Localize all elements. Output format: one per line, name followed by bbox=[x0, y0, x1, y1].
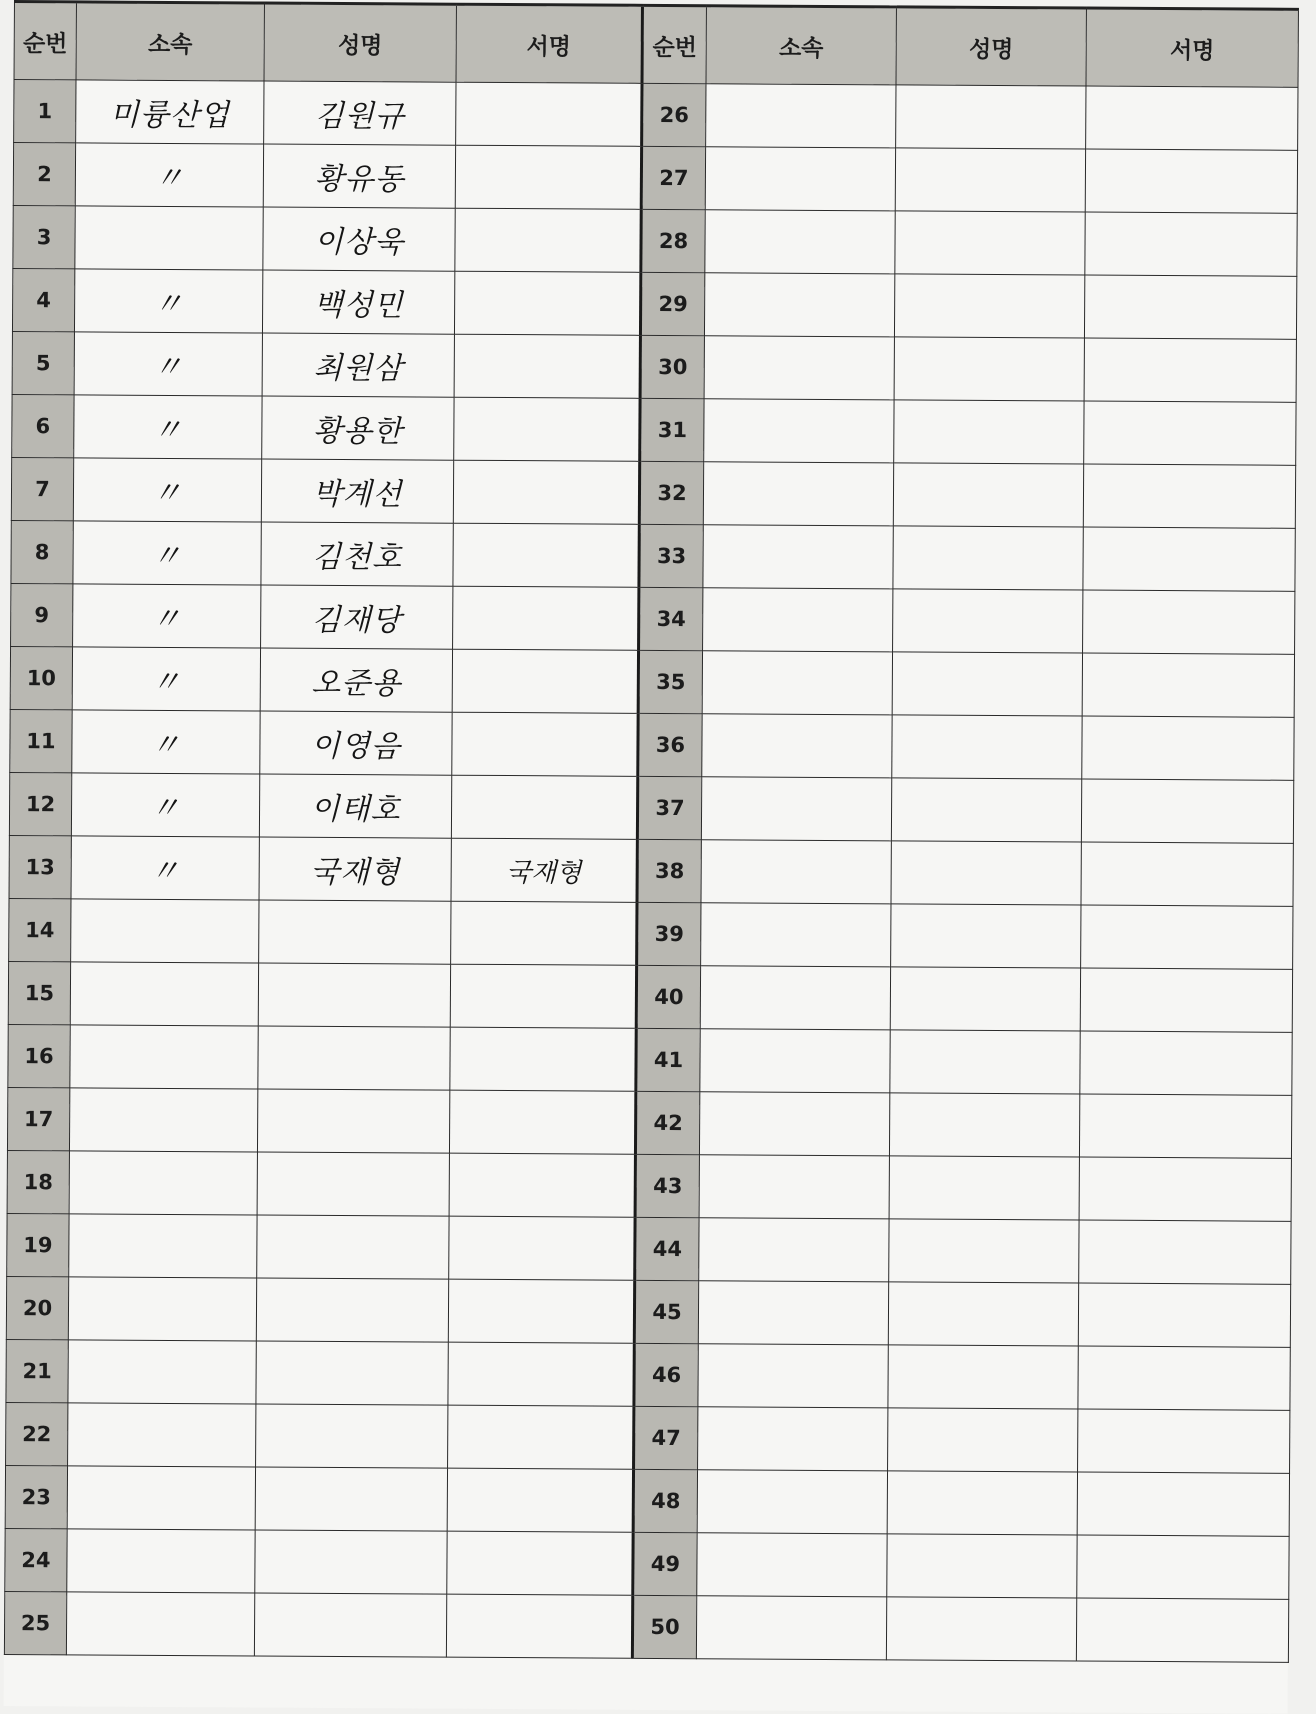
signature-cell-2 bbox=[1083, 527, 1295, 591]
name-cell: 박계선 bbox=[261, 459, 453, 523]
name-cell bbox=[257, 1089, 449, 1153]
name-cell-2 bbox=[896, 85, 1086, 149]
affiliation-cell-2 bbox=[703, 525, 893, 589]
row-number-2: 40 bbox=[636, 965, 700, 1028]
row-number-2: 34 bbox=[639, 587, 703, 650]
row-number: 1 bbox=[14, 80, 76, 143]
row-number-2: 36 bbox=[638, 713, 702, 776]
name-cell: 이상욱 bbox=[263, 207, 455, 271]
signature-cell bbox=[448, 1279, 634, 1343]
table-row bbox=[12, 331, 1296, 402]
row-number: 6 bbox=[12, 394, 74, 457]
affiliation-cell-2 bbox=[704, 336, 894, 400]
row-number: 23 bbox=[5, 1465, 67, 1528]
header-affiliation-2: 소속 bbox=[706, 6, 896, 85]
affiliation-cell-2 bbox=[705, 147, 895, 211]
name-cell: 백성민 bbox=[262, 270, 454, 334]
signature-cell-2 bbox=[1084, 338, 1296, 402]
signature-cell bbox=[456, 82, 642, 146]
row-number: 7 bbox=[11, 457, 73, 520]
row-number-2: 29 bbox=[640, 272, 704, 335]
signature-cell bbox=[447, 1531, 633, 1595]
affiliation-cell: 〃 bbox=[74, 332, 262, 396]
signature-cell bbox=[447, 1468, 633, 1532]
affiliation-cell: 〃 bbox=[72, 710, 260, 774]
name-cell-2 bbox=[888, 1345, 1078, 1409]
row-number-2: 38 bbox=[637, 839, 701, 902]
signature-cell-2 bbox=[1076, 1598, 1288, 1662]
name-cell-2 bbox=[893, 463, 1083, 527]
row-number-2: 30 bbox=[640, 335, 704, 398]
signature-cell-2 bbox=[1083, 590, 1295, 654]
signature-cell bbox=[446, 1594, 632, 1658]
name-cell bbox=[255, 1467, 447, 1531]
row-number: 2 bbox=[13, 143, 75, 206]
affiliation-cell-2 bbox=[697, 1533, 887, 1597]
row-number-2: 45 bbox=[634, 1280, 698, 1343]
signature-cell bbox=[454, 271, 640, 335]
name-cell-2 bbox=[890, 1030, 1080, 1094]
row-number-2: 46 bbox=[634, 1343, 698, 1406]
table-row bbox=[11, 457, 1295, 528]
name-cell bbox=[256, 1404, 448, 1468]
row-number: 4 bbox=[12, 268, 74, 331]
signature-cell bbox=[453, 460, 639, 524]
affiliation-cell bbox=[68, 1403, 256, 1467]
affiliation-cell-2 bbox=[699, 1155, 889, 1219]
signature-cell bbox=[451, 775, 637, 839]
affiliation-cell bbox=[70, 962, 258, 1026]
table-row bbox=[8, 961, 1292, 1032]
signature-cell bbox=[448, 1405, 634, 1469]
row-number: 3 bbox=[13, 205, 75, 268]
table-row bbox=[5, 1465, 1289, 1536]
affiliation-cell bbox=[69, 1214, 257, 1278]
row-number-2: 31 bbox=[640, 398, 704, 461]
table-row bbox=[10, 646, 1294, 717]
row-number-2: 42 bbox=[635, 1091, 699, 1154]
name-cell-2 bbox=[894, 337, 1084, 401]
name-cell: 김원규 bbox=[264, 81, 456, 145]
row-number: 16 bbox=[8, 1024, 70, 1087]
signature-cell-2 bbox=[1083, 464, 1295, 528]
name-cell bbox=[254, 1593, 446, 1657]
affiliation-cell-2 bbox=[699, 1218, 889, 1282]
name-cell: 이영음 bbox=[260, 711, 452, 775]
signature-cell-2 bbox=[1081, 779, 1293, 843]
table-row bbox=[4, 1591, 1288, 1662]
table-row bbox=[5, 1528, 1289, 1599]
row-number-2: 37 bbox=[637, 776, 701, 839]
header-row bbox=[14, 2, 1298, 88]
signature-cell-2 bbox=[1079, 1157, 1291, 1221]
name-cell bbox=[255, 1530, 447, 1594]
affiliation-cell: 〃 bbox=[72, 647, 260, 711]
signature-cell bbox=[449, 1153, 635, 1217]
name-cell-2 bbox=[888, 1408, 1078, 1472]
table-row bbox=[14, 80, 1298, 151]
signature-cell bbox=[451, 901, 637, 965]
affiliation-cell-2 bbox=[701, 777, 891, 841]
row-number-2: 26 bbox=[642, 83, 706, 146]
table-row bbox=[13, 205, 1297, 276]
table-row bbox=[9, 898, 1293, 969]
name-cell-2 bbox=[892, 715, 1082, 779]
table-row bbox=[6, 1276, 1290, 1347]
table-row bbox=[7, 1087, 1291, 1158]
signature-cell bbox=[453, 523, 639, 587]
affiliation-cell bbox=[70, 1025, 258, 1089]
signature-cell-2 bbox=[1085, 212, 1297, 276]
name-cell: 최원삼 bbox=[262, 333, 454, 397]
table-row bbox=[9, 772, 1293, 843]
row-number: 18 bbox=[7, 1150, 69, 1213]
signature-cell-2 bbox=[1084, 401, 1296, 465]
row-number-2: 47 bbox=[634, 1406, 698, 1469]
signature-cell-2 bbox=[1081, 905, 1293, 969]
table-row bbox=[11, 583, 1295, 654]
name-cell: 이태호 bbox=[259, 774, 451, 838]
name-cell bbox=[256, 1341, 448, 1405]
header-signature: 서명 bbox=[456, 4, 642, 83]
row-number: 14 bbox=[9, 898, 71, 961]
affiliation-cell-2 bbox=[697, 1470, 887, 1534]
affiliation-cell bbox=[68, 1340, 256, 1404]
signature-cell-2 bbox=[1085, 149, 1297, 213]
table-row bbox=[6, 1402, 1290, 1473]
table-row bbox=[10, 709, 1294, 780]
row-number: 9 bbox=[11, 583, 73, 646]
name-cell: 국재형 bbox=[259, 837, 451, 901]
row-number-2: 27 bbox=[641, 146, 705, 209]
affiliation-cell bbox=[66, 1592, 254, 1656]
affiliation-cell: 〃 bbox=[74, 269, 262, 333]
affiliation-cell: 〃 bbox=[75, 143, 263, 207]
affiliation-cell-2 bbox=[698, 1281, 888, 1345]
name-cell-2 bbox=[892, 652, 1082, 716]
signature-cell-2 bbox=[1077, 1535, 1289, 1599]
row-number: 22 bbox=[6, 1402, 68, 1465]
row-number-2: 39 bbox=[637, 902, 701, 965]
name-cell-2 bbox=[894, 400, 1084, 464]
affiliation-cell-2 bbox=[701, 840, 891, 904]
name-cell-2 bbox=[890, 967, 1080, 1031]
header-signature-2: 서명 bbox=[1086, 8, 1298, 87]
signature-cell bbox=[448, 1342, 634, 1406]
row-number: 10 bbox=[10, 646, 72, 709]
row-number-2: 49 bbox=[633, 1532, 697, 1595]
row-number-2: 35 bbox=[638, 650, 702, 713]
table-body bbox=[4, 80, 1298, 1663]
signature-cell-2 bbox=[1081, 842, 1293, 906]
signature-cell bbox=[449, 1090, 635, 1154]
name-cell: 황용한 bbox=[262, 396, 454, 460]
row-number: 11 bbox=[10, 709, 72, 772]
name-cell-2 bbox=[888, 1282, 1078, 1346]
affiliation-cell-2 bbox=[704, 399, 894, 463]
row-number: 5 bbox=[12, 331, 74, 394]
header-affiliation: 소속 bbox=[76, 2, 264, 81]
name-cell bbox=[259, 900, 451, 964]
signature-cell-2 bbox=[1077, 1472, 1289, 1536]
signature-cell: 국재형 bbox=[451, 838, 637, 902]
table-row bbox=[7, 1213, 1291, 1284]
name-cell-2 bbox=[894, 274, 1084, 338]
affiliation-cell: 〃 bbox=[71, 773, 259, 837]
table-row bbox=[13, 143, 1297, 214]
row-number-2: 48 bbox=[633, 1469, 697, 1532]
header-name-2: 성명 bbox=[896, 7, 1086, 86]
affiliation-cell bbox=[68, 1277, 256, 1341]
row-number: 24 bbox=[5, 1528, 67, 1591]
header-number: 순번 bbox=[14, 2, 76, 80]
name-cell-2 bbox=[889, 1093, 1079, 1157]
signature-cell bbox=[454, 334, 640, 398]
row-number-2: 44 bbox=[635, 1217, 699, 1280]
name-cell-2 bbox=[893, 526, 1083, 590]
signature-cell bbox=[452, 712, 638, 776]
name-cell-2 bbox=[887, 1534, 1077, 1598]
table-row bbox=[12, 268, 1296, 339]
name-cell-2 bbox=[891, 778, 1081, 842]
row-number: 13 bbox=[9, 835, 71, 898]
name-cell: 김천호 bbox=[261, 522, 453, 586]
name-cell-2 bbox=[886, 1597, 1076, 1661]
signature-cell bbox=[450, 964, 636, 1028]
signature-cell bbox=[452, 649, 638, 713]
signature-cell bbox=[449, 1216, 635, 1280]
affiliation-cell bbox=[69, 1088, 257, 1152]
row-number: 25 bbox=[4, 1591, 66, 1654]
name-cell bbox=[256, 1278, 448, 1342]
signature-cell-2 bbox=[1082, 716, 1294, 780]
name-cell-2 bbox=[891, 841, 1081, 905]
affiliation-cell: 〃 bbox=[73, 521, 261, 585]
signature-cell-2 bbox=[1079, 1094, 1291, 1158]
affiliation-cell: 〃 bbox=[73, 458, 261, 522]
affiliation-cell bbox=[67, 1529, 255, 1593]
row-number: 17 bbox=[7, 1087, 69, 1150]
signature-cell-2 bbox=[1078, 1346, 1290, 1410]
signature-cell bbox=[455, 145, 641, 209]
affiliation-cell-2 bbox=[704, 273, 894, 337]
affiliation-cell-2 bbox=[698, 1344, 888, 1408]
name-cell-2 bbox=[893, 589, 1083, 653]
table-row bbox=[12, 394, 1296, 465]
affiliation-cell-2 bbox=[702, 714, 892, 778]
affiliation-cell: 미륭산업 bbox=[76, 80, 264, 144]
name-cell bbox=[258, 1026, 450, 1090]
table-row bbox=[11, 520, 1295, 591]
name-cell-2 bbox=[895, 148, 1085, 212]
row-number: 8 bbox=[11, 520, 73, 583]
name-cell: 황유동 bbox=[263, 144, 455, 208]
table-row bbox=[7, 1150, 1291, 1221]
name-cell: 김재당 bbox=[261, 585, 453, 649]
table-row bbox=[6, 1339, 1290, 1410]
row-number: 19 bbox=[7, 1213, 69, 1276]
row-number-2: 41 bbox=[636, 1028, 700, 1091]
affiliation-cell: 〃 bbox=[73, 584, 261, 648]
header-number-2: 순번 bbox=[642, 5, 706, 83]
affiliation-cell-2 bbox=[696, 1596, 886, 1660]
name-cell bbox=[258, 963, 450, 1027]
name-cell-2 bbox=[891, 904, 1081, 968]
signature-cell-2 bbox=[1079, 1220, 1291, 1284]
name-cell bbox=[257, 1215, 449, 1279]
affiliation-cell bbox=[75, 206, 263, 270]
attendance-sheet bbox=[4, 0, 1298, 1714]
signature-cell-2 bbox=[1084, 275, 1296, 339]
affiliation-cell bbox=[71, 899, 259, 963]
header-name: 성명 bbox=[264, 3, 456, 82]
row-number-2: 32 bbox=[639, 461, 703, 524]
name-cell-2 bbox=[889, 1156, 1079, 1220]
row-number-2: 28 bbox=[641, 209, 705, 272]
row-number: 20 bbox=[6, 1276, 68, 1339]
name-cell: 오준용 bbox=[260, 648, 452, 712]
signature-cell bbox=[455, 208, 641, 272]
row-number-2: 43 bbox=[635, 1154, 699, 1217]
row-number: 21 bbox=[6, 1339, 68, 1402]
name-cell-2 bbox=[889, 1219, 1079, 1283]
signature-cell-2 bbox=[1080, 1031, 1292, 1095]
row-number: 12 bbox=[9, 772, 71, 835]
affiliation-cell-2 bbox=[705, 210, 895, 274]
affiliation-cell: 〃 bbox=[74, 395, 262, 459]
affiliation-cell-2 bbox=[700, 1029, 890, 1093]
affiliation-cell-2 bbox=[699, 1092, 889, 1156]
affiliation-cell: 〃 bbox=[71, 836, 259, 900]
row-number-2: 50 bbox=[632, 1595, 696, 1658]
name-cell-2 bbox=[895, 211, 1085, 275]
name-cell bbox=[257, 1152, 449, 1216]
row-number: 15 bbox=[8, 961, 70, 1024]
signature-cell bbox=[454, 397, 640, 461]
affiliation-cell-2 bbox=[703, 462, 893, 526]
row-number-2: 33 bbox=[639, 524, 703, 587]
affiliation-cell bbox=[69, 1151, 257, 1215]
signature-table bbox=[4, 0, 1299, 1663]
affiliation-cell-2 bbox=[701, 903, 891, 967]
affiliation-cell bbox=[67, 1466, 255, 1530]
signature-cell-2 bbox=[1082, 653, 1294, 717]
signature-cell-2 bbox=[1080, 968, 1292, 1032]
affiliation-cell-2 bbox=[703, 588, 893, 652]
signature-cell bbox=[453, 586, 639, 650]
table-row bbox=[9, 835, 1293, 906]
signature-cell-2 bbox=[1078, 1283, 1290, 1347]
table-row bbox=[8, 1024, 1292, 1095]
signature-cell-2 bbox=[1086, 86, 1298, 150]
signature-cell bbox=[450, 1027, 636, 1091]
affiliation-cell-2 bbox=[700, 966, 890, 1030]
name-cell-2 bbox=[887, 1471, 1077, 1535]
signature-cell-2 bbox=[1078, 1409, 1290, 1473]
affiliation-cell-2 bbox=[698, 1407, 888, 1471]
affiliation-cell-2 bbox=[706, 84, 896, 148]
affiliation-cell-2 bbox=[702, 651, 892, 715]
